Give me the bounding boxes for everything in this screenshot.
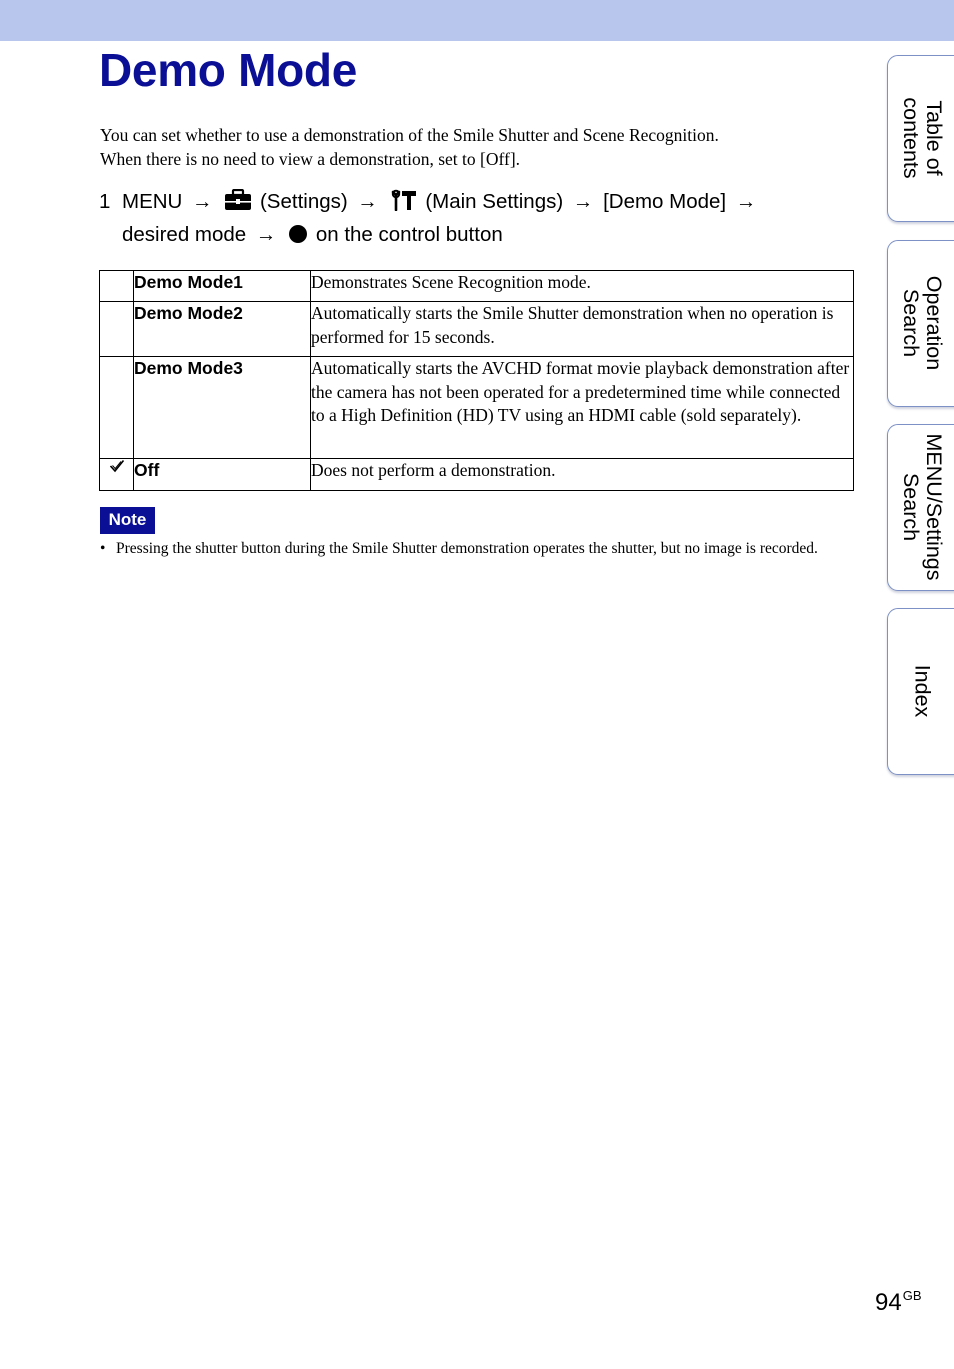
note-text xyxy=(100,538,845,560)
arrow-icon: → xyxy=(735,190,757,213)
tab-label: Table of contents xyxy=(899,97,946,179)
mode-name: Demo Mode1 xyxy=(134,271,311,302)
arrow-icon: → xyxy=(192,190,213,213)
wrench-hammer-icon xyxy=(390,189,418,220)
arrow-icon: → xyxy=(255,223,277,246)
settings-label: (Settings) xyxy=(259,190,348,213)
tab-menu-settings-search[interactable] xyxy=(887,424,954,591)
step-instruction xyxy=(99,187,839,250)
mode-description: Automatically starts the Smile Shutter demonstration when no operation is performed for 15 seconds. xyxy=(311,302,854,357)
mode-name: Off xyxy=(134,459,311,491)
intro-line-1: You can set whether to use a demonstration of the Smile Shutter and Scene Recognition. xyxy=(100,125,719,145)
tab-operation-search[interactable] xyxy=(887,240,954,407)
menu-label: MENU xyxy=(122,190,183,213)
tab-label: MENU/Settings Search xyxy=(899,433,946,581)
bullet: • xyxy=(100,540,106,557)
mode-name: Demo Mode2 xyxy=(134,302,311,357)
tab-index[interactable] xyxy=(887,608,954,775)
page-number-value: 94 xyxy=(875,1289,902,1316)
arrow-icon: → xyxy=(357,190,378,213)
check-icon xyxy=(109,459,125,473)
page-number xyxy=(875,1288,922,1317)
note-body: Pressing the shutter button during the Smile Shutter demonstration operates the shutter, but no image is recorded. xyxy=(116,540,818,557)
table-row xyxy=(100,302,854,357)
intro-line-2: When there is no need to view a demonstration, set to [Off]. xyxy=(100,149,521,169)
page-suffix: GB xyxy=(902,1288,922,1303)
default-cell xyxy=(100,271,134,302)
arrow-icon: → xyxy=(572,190,594,213)
default-cell xyxy=(100,302,134,357)
main-settings-label: (Main Settings) xyxy=(425,190,564,213)
mode-description: Automatically starts the AVCHD format movie playback demonstration after the camera has not been operated for a predetermined time while connected to a High Definition (HD) TV using an HDMI cable (sold separately). xyxy=(311,357,854,459)
intro-text xyxy=(100,123,840,171)
page-title: Demo Mode xyxy=(99,44,357,96)
mode-table xyxy=(99,270,854,491)
table-row xyxy=(100,357,854,459)
tab-table-of-contents[interactable] xyxy=(887,55,954,222)
mode-name: Demo Mode3 xyxy=(134,357,311,459)
desired-mode-label: desired mode xyxy=(122,223,247,246)
demo-mode-label: [Demo Mode] xyxy=(603,190,727,213)
mode-description: Demonstrates Scene Recognition mode. xyxy=(311,271,854,302)
note-badge: Note xyxy=(100,507,155,534)
toolbox-icon xyxy=(224,189,252,220)
header-band xyxy=(0,0,954,41)
table-row xyxy=(100,271,854,302)
control-button-label: on the control button xyxy=(315,223,503,246)
default-cell xyxy=(100,459,134,491)
step-number: 1 xyxy=(99,190,111,213)
tab-label: Operation Search xyxy=(899,275,946,371)
default-cell xyxy=(100,357,134,459)
table-row xyxy=(100,459,854,491)
filled-circle-icon xyxy=(289,225,307,243)
tab-label: Index xyxy=(910,664,935,718)
mode-description: Does not perform a demonstration. xyxy=(311,459,854,491)
